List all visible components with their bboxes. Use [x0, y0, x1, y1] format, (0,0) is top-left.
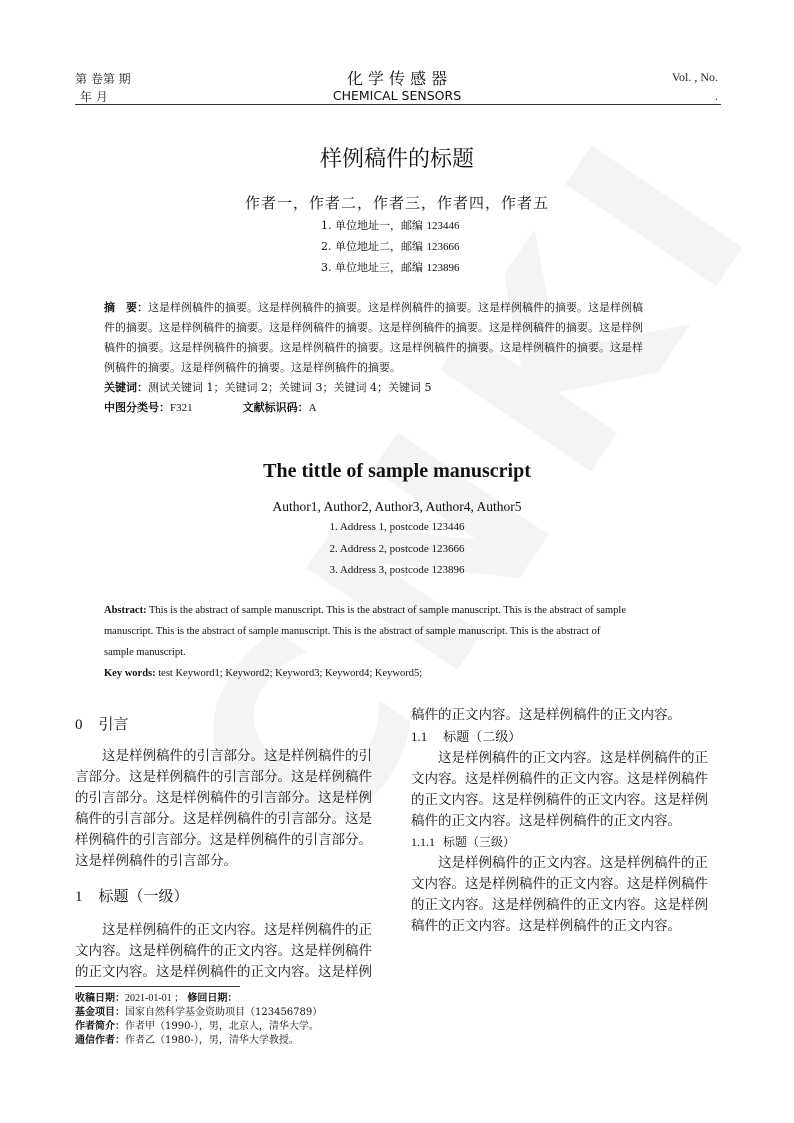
footnote-received: 收稿日期：2021-01-01 ； 修回日期：: [75, 993, 238, 1004]
body-right-column: [411, 705, 721, 937]
section-heading-0: 0 引言: [75, 715, 129, 733]
affiliation-en-3: 3. Address 3, postcode 123896: [329, 564, 465, 576]
journal-name-en: CHEMICAL SENSORS: [332, 88, 462, 103]
footnotes: [75, 992, 475, 1048]
header-volume: Vol. , No.: [671, 70, 718, 84]
section-heading-1-1-1: 1.1.1 标题（三级）: [411, 835, 516, 849]
footnote-author: 作者简介：作者甲（1990-），男，北京人，清华大学。: [75, 1021, 319, 1032]
authors-cn: 作者一，作者二，作者三，作者四，作者五: [244, 194, 549, 212]
affiliation-en-1: 1. Address 1, postcode 123446: [329, 521, 465, 533]
affiliation-en-2: 2. Address 2, postcode 123666: [329, 543, 465, 555]
section-1-1-1-paragraph: 这是样例稿件的正文内容。这是样例稿件的正 文内容。这是样例稿件的正文内容。这是样例稿件 的正文内容。这是样例稿件的正文内容。这是样例 稿件的正文内容。这是样例稿件的正文内容。: [411, 855, 708, 934]
section-1-paragraph: 这是样例稿件的正文内容。这是样例稿件的正 文内容。这是样例稿件的正文内容。这是样例稿件 的正文内容。这是样例稿件的正文内容。这是样例: [75, 922, 372, 980]
section-1-1-paragraph: 这是样例稿件的正文内容。这是样例稿件的正 文内容。这是样例稿件的正文内容。这是样例稿件 的正文内容。这是样例稿件的正文内容。这是样例 稿件的正文内容。这是样例稿件的正文内容。: [411, 750, 708, 829]
footnote-rule: [75, 986, 240, 987]
section-heading-1-1: 1.1 标题（二级）: [411, 729, 522, 745]
continued-paragraph: 稿件的正文内容。这是样例稿件的正文内容。: [411, 707, 681, 723]
footnote-fund: 基金项目：国家自然科学基金资助项目（123456789）: [75, 1007, 323, 1018]
header-volume-end: .: [715, 89, 718, 103]
authors-en: Author1, Author2, Author3, Author4, Author5: [272, 499, 522, 514]
paper-title-en: The tittle of sample manuscript: [263, 460, 531, 482]
intro-paragraph: 这是样例稿件的引言部分。这是样例稿件的引 言部分。这是样例稿件的引言部分。这是样例稿件 的引言部分。这是样例稿件的引言部分。这是样例 稿件的引言部分。这是样例稿件的引言部分。这是 样例稿件的引言部分。这是样例稿件的引言部分。 这是样例稿件的引言部分。: [75, 748, 372, 869]
journal-name-cn: 化 学 传 感 器: [346, 69, 448, 88]
keywords-cn: 关键词：测试关键词 1；关键词 2；关键词 3；关键词 4；关键词 5: [104, 381, 432, 394]
header-rule: [75, 104, 721, 105]
footnote-corresponding: 通信作者：作者乙（1980-），男，清华大学教授。: [75, 1035, 299, 1046]
header-date-cn: 年 月: [80, 90, 108, 104]
abstract-cn: 摘 要：这是样例稿件的摘要。这是样例稿件的摘要。这是样例稿件的摘要。这是样例稿件的摘要。这是样例稿 件的摘要。这是样例稿件的摘要。这是样例稿件的摘要。这是样例稿件的摘要。这是样例稿件的摘要。这是样例 稿件的摘要。这是样例稿件的摘要。这是样例稿件的摘要。这是样例稿件的摘要。这是样例稿件的摘要。这是样 例稿件的摘要。这是样例稿件的摘要。这是样例稿件的摘要。 关键词：测试关键词 1；关键词 2；关键词 3；关键词 4；关键词 5 中图分类号：F321 文献标识码：A: [104, 298, 692, 418]
section-heading-1: 1 标题（一级）: [75, 887, 189, 905]
abstract-en: Abstract: This is the abstract of sample manuscript. This is the abstract of sample manuscript. This is the abstract of sample manuscript. This is the abstract of sample manuscript. This is the abstract of sample manuscript. This is the abstract of sample manuscript. Key words: test Keyword1; Keyword2; Keyword3; Keyword4; Keyword5;: [104, 600, 692, 684]
classification-cn: 中图分类号：F321 文献标识码：A: [104, 401, 317, 414]
affiliation-cn-1: 1. 单位地址一，邮编 123446: [321, 219, 460, 232]
paper-title-cn: 样例稿件的标题: [319, 147, 474, 172]
header-issue-cn: 第 卷第 期: [75, 72, 131, 86]
affiliation-cn-3: 3. 单位地址三，邮编 123896: [321, 261, 460, 274]
keywords-en: Key words: test Keyword1; Keyword2; Keyword3; Keyword4; Keyword5;: [104, 668, 423, 679]
affiliation-cn-2: 2. 单位地址二，邮编 123666: [321, 240, 460, 253]
body-left-column: [75, 714, 385, 983]
